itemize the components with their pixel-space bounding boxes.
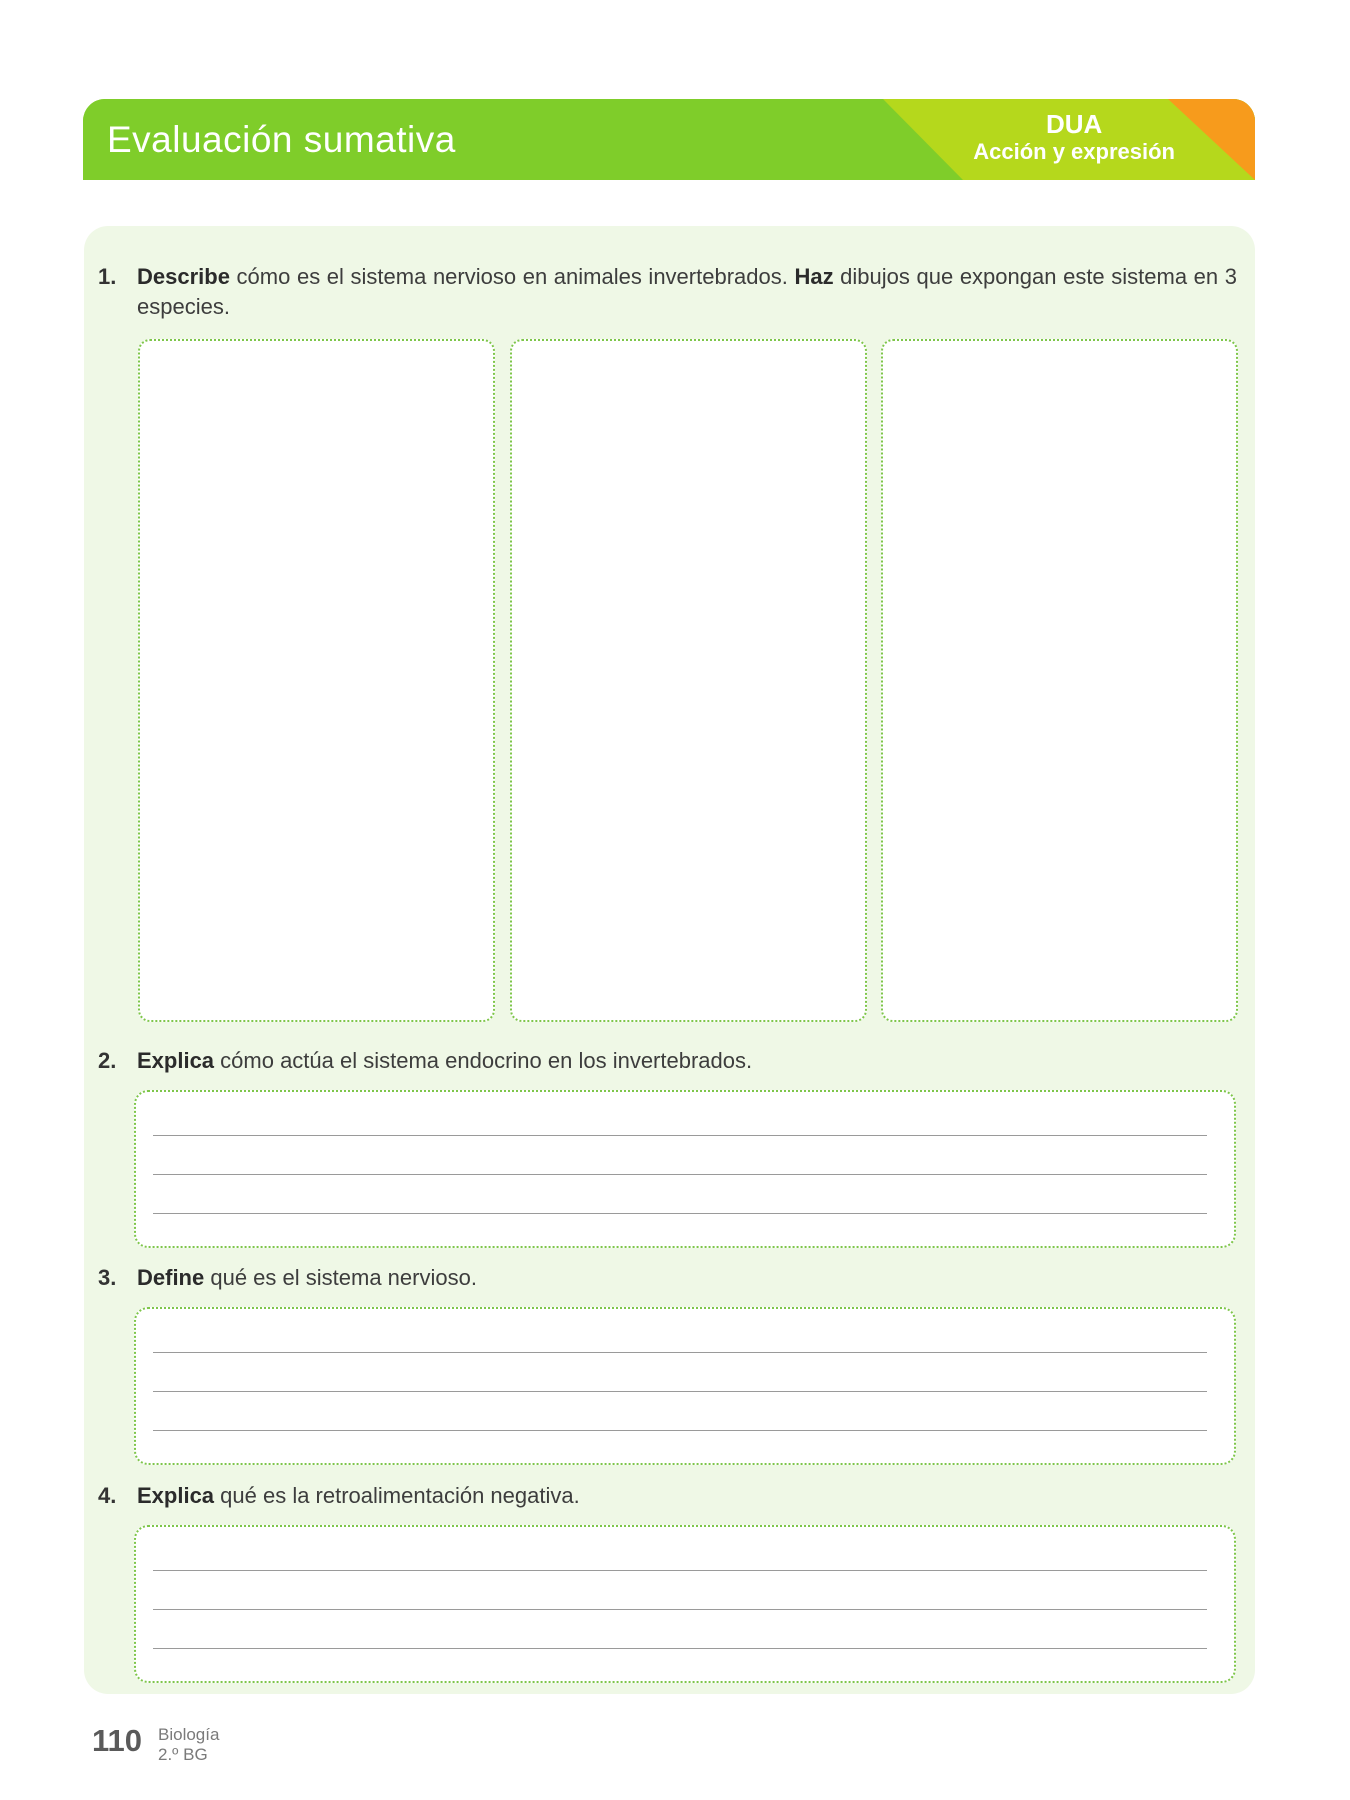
answer-line — [153, 1648, 1207, 1649]
question-verb: Describe — [137, 264, 230, 289]
answer-line — [153, 1174, 1207, 1175]
question-verb: Explica — [137, 1048, 215, 1073]
question-number: 2. — [98, 1048, 117, 1073]
answer-box-4[interactable] — [134, 1525, 1236, 1683]
question-text-part: cómo es el sistema nervioso en animales invertebrados. — [229, 264, 795, 289]
page-title: Evaluación sumativa — [107, 119, 456, 160]
answer-line — [153, 1430, 1207, 1431]
answer-line — [153, 1352, 1207, 1353]
question-verb: Define — [137, 1265, 205, 1290]
question-text-part: dibujos que expongan este sistema en 3 especies. — [137, 264, 1237, 319]
question-number: 3. — [98, 1265, 117, 1290]
question-text — [137, 1481, 1237, 1511]
footer-subject: Biología — [158, 1725, 220, 1744]
dua-badge — [973, 111, 1175, 163]
question-number: 1. — [98, 264, 117, 289]
dua-badge-subtitle: Acción y expresión — [973, 139, 1175, 165]
answer-line — [153, 1391, 1207, 1392]
answer-box-2[interactable] — [134, 1090, 1236, 1248]
question-text-part: qué es el sistema nervioso. — [204, 1265, 477, 1290]
footer-grade: 2.º BG — [158, 1745, 208, 1764]
question-text — [137, 262, 1237, 322]
question-verb: Explica — [137, 1483, 215, 1508]
section-banner — [83, 99, 1255, 180]
question-number: 4. — [98, 1483, 117, 1508]
dua-badge-title: DUA — [1045, 109, 1103, 139]
answer-line — [153, 1570, 1207, 1571]
answer-line — [153, 1135, 1207, 1136]
drawing-box-1[interactable] — [138, 339, 495, 1022]
question-text-part: qué es la retroalimentación negativa. — [214, 1483, 580, 1508]
drawing-box-3[interactable] — [881, 339, 1238, 1022]
drawing-box-2[interactable] — [510, 339, 867, 1022]
question-text — [137, 1046, 1237, 1076]
page-number: 110 — [92, 1723, 143, 1758]
question-verb: Haz — [794, 264, 834, 289]
answer-line — [153, 1213, 1207, 1214]
question-text — [137, 1263, 1237, 1293]
question-text-part: cómo actúa el sistema endocrino en los invertebrados. — [214, 1048, 753, 1073]
answer-line — [153, 1609, 1207, 1610]
answer-box-3[interactable] — [134, 1307, 1236, 1465]
